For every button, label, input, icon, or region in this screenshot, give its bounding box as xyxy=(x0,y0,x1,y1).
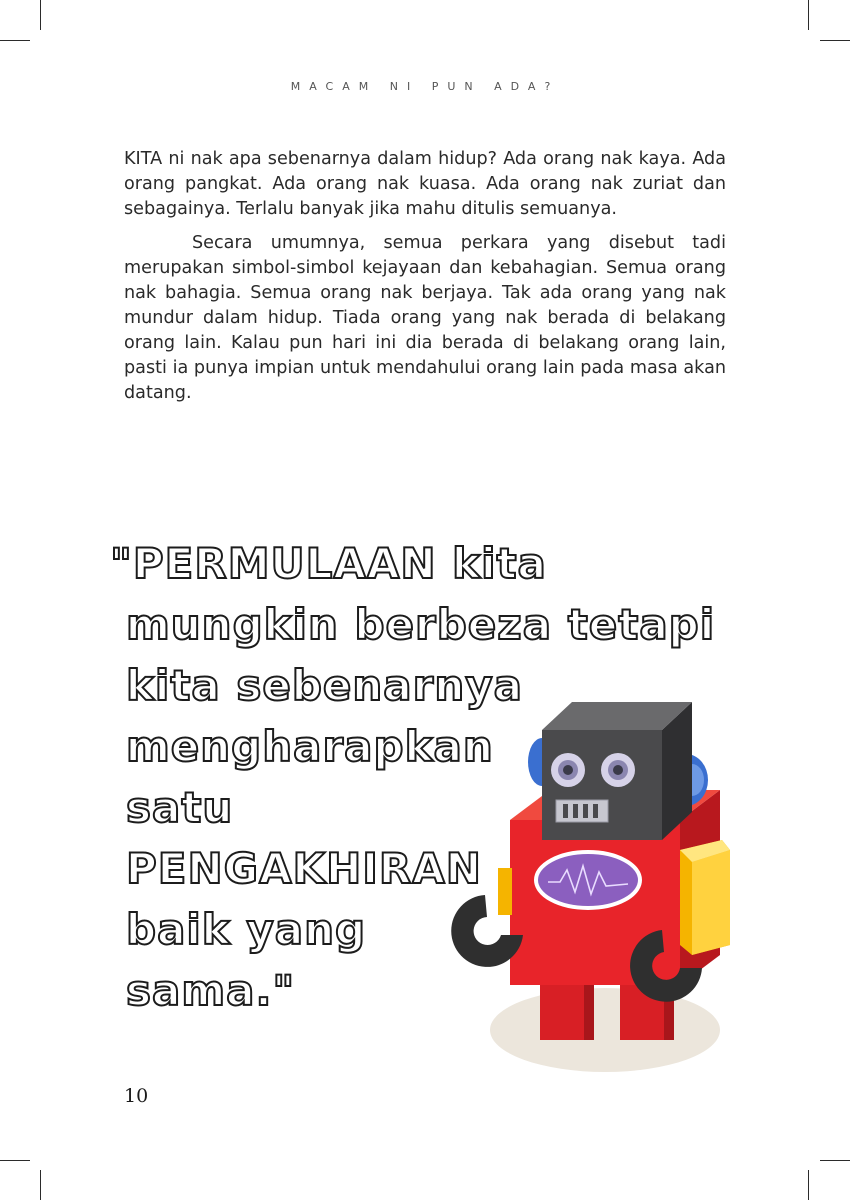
crop-mark xyxy=(0,1160,30,1161)
crop-mark xyxy=(40,0,41,30)
quote-line: kita sebenarnya xyxy=(126,661,523,710)
crop-mark xyxy=(0,40,30,41)
quote-line: satu xyxy=(126,783,234,832)
paragraph: Secara umumnya, semua perkara yang disebut tadi merupakan simbol-simbol kejayaan dan kebahagian. Semua orang nak bahagia. Semua orang nak berjaya. Tak ada orang yang nak mundur dalam hidup. Tiada orang yang nak berada di belakang orang lain. Kalau pun hari ini dia berada di belakang orang lain, pasti ia punya impian untuk mendahului orang lain pada masa akan datang. xyxy=(124,233,726,403)
quote-line: mengharapkan xyxy=(126,722,494,771)
quote-line: PENGAKHIRAN xyxy=(126,844,482,893)
robot-icon xyxy=(430,690,750,1090)
quote-line: "PERMULAAN kita xyxy=(110,539,547,588)
crop-mark xyxy=(820,1160,850,1161)
quote-line: sama." xyxy=(126,966,296,1015)
crop-mark xyxy=(820,40,850,41)
crop-mark xyxy=(40,1170,41,1200)
paragraph: KITA ni nak apa sebenarnya dalam hidup? Ada orang nak kaya. Ada orang pangkat. Ada orang nak kuasa. Ada orang nak zuriat dan sebagainya. Terlalu banyak jika mahu ditulis semuanya. xyxy=(124,149,726,219)
crop-mark xyxy=(808,0,809,30)
crop-mark xyxy=(808,1170,809,1200)
quote-line: mungkin berbeza tetapi xyxy=(126,600,716,649)
page-number: 10 xyxy=(124,1085,149,1107)
quote-line: baik yang xyxy=(126,905,367,954)
robot-shadow xyxy=(490,988,720,1072)
body-text xyxy=(124,147,726,415)
robot-chest-panel xyxy=(536,852,640,908)
running-head: MACAM NI PUN ADA? xyxy=(290,80,560,93)
